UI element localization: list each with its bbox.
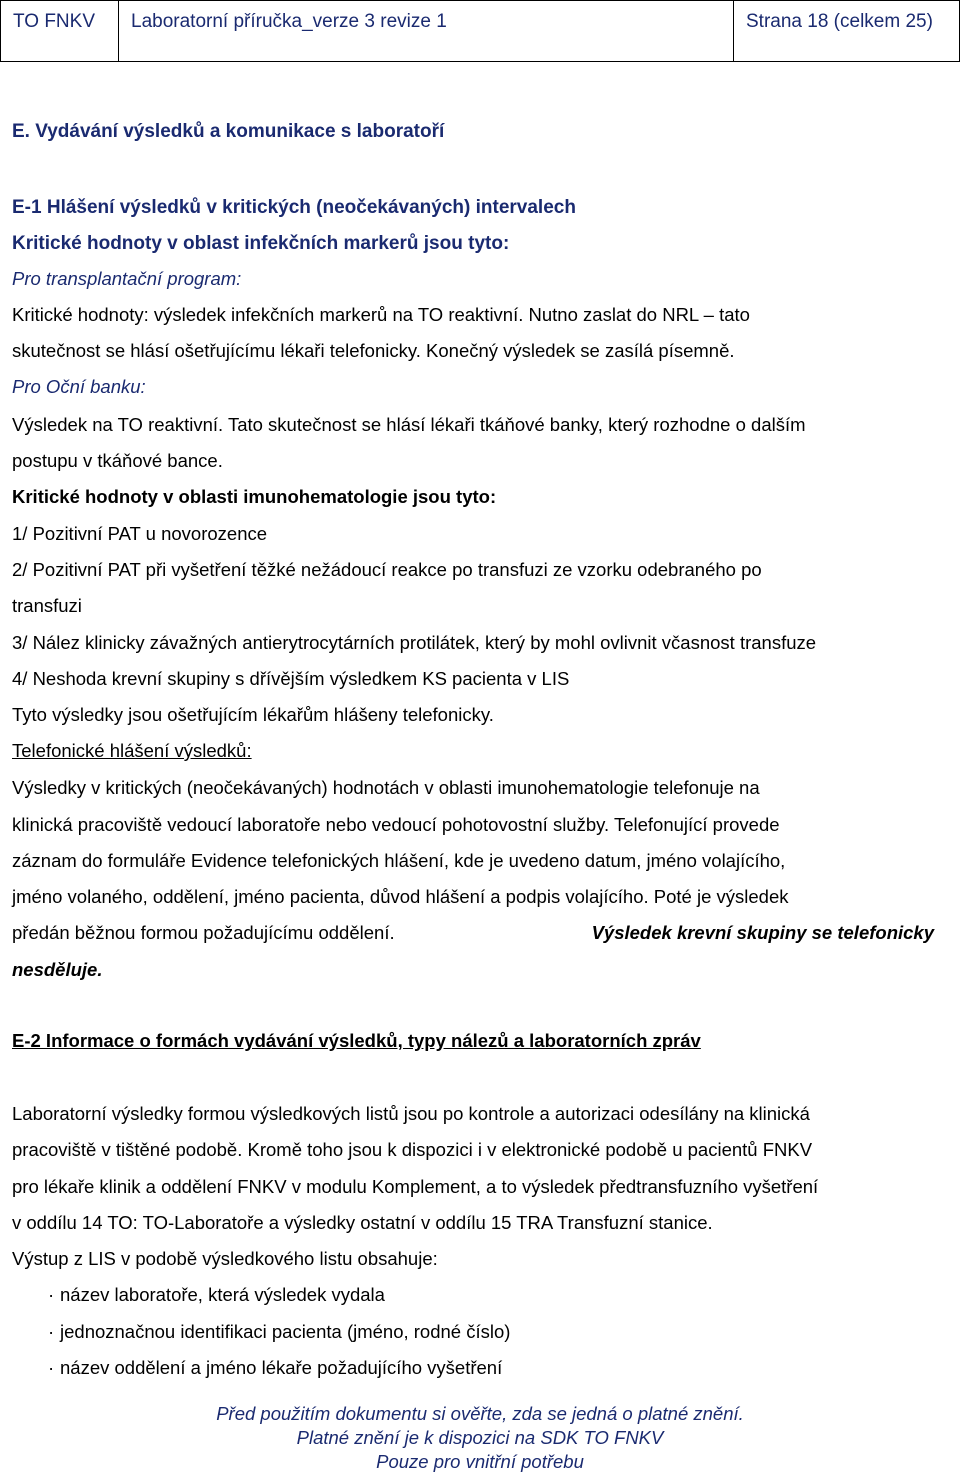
- list-item: [48, 1356, 502, 1380]
- phone-para-plain: předán běžnou formou požadujícímu oddělení.: [12, 922, 395, 943]
- eye-bank-label: Pro Oční banku:: [12, 376, 146, 397]
- e2-para-line: pro lékaře klinik a oddělení FNKV v modulu Komplement, a to výsledek předtransfuzního vyšetření: [12, 1176, 819, 1197]
- critical-item: 3/ Nález klinicky závažných antierytrocytárních protilátek, který by mohl ovlivnit včasnost transfuze: [12, 632, 817, 653]
- phone-note: Tyto výsledky jsou ošetřujícím lékařům hlášeny telefonicky.: [12, 704, 494, 725]
- eye-bank-text-line-2: postupu v tkáňové bance.: [12, 450, 223, 471]
- transplant-label: Pro transplantační program:: [12, 268, 242, 289]
- critical-item-continuation: transfuzi: [12, 595, 82, 616]
- eye-bank-text-line-1: Výsledek na TO reaktivní. Tato skutečnost se hlásí lékaři tkáňové banky, který rozhodne o dalším: [12, 414, 806, 435]
- lis-output-intro: Výstup z LIS v podobě výsledkového listu obsahuje:: [12, 1248, 438, 1269]
- list-item-text: název oddělení a jméno lékaře požadujícího vyšetření: [60, 1357, 503, 1378]
- critical-item: 2/ Pozitivní PAT při vyšetření těžké nežádoucí reakce po transfuzi ze vzorku odebraného po: [12, 559, 762, 580]
- immunohematology-heading: Kritické hodnoty v oblasti imunohematologie jsou tyto:: [12, 486, 497, 507]
- list-item-text: jednoznačnou identifikaci pacienta (jméno, rodné číslo): [60, 1321, 511, 1342]
- critical-item: 1/ Pozitivní PAT u novorozence: [12, 523, 268, 544]
- phone-para-line: záznam do formuláře Evidence telefonických hlášení, kde je uvedeno datum, jméno volajícího,: [12, 850, 786, 871]
- header-document-title: Laboratorní příručka_verze 3 revize 1: [119, 1, 734, 61]
- header-org: TO FNKV: [1, 1, 119, 61]
- e2-para-line: Laboratorní výsledky formou výsledkových listů jsou po kontrole a autorizaci odesílány na klinická: [12, 1103, 810, 1124]
- footer-line-2: Platné znění je k dispozici na SDK TO FNKV: [296, 1427, 664, 1448]
- transplant-text-line-1: Kritické hodnoty: výsledek infekčních markerů na TO reaktivní. Nutno zaslat do NRL – tato: [12, 304, 750, 325]
- header-page-number: Strana 18 (celkem 25): [746, 11, 933, 32]
- footer-line-3: Pouze pro vnitřní potřebu: [376, 1451, 584, 1472]
- e2-heading: E-2 Informace o formách vydávání výsledků, typy nálezů a laboratorních zpráv: [12, 1030, 701, 1051]
- list-item: [48, 1283, 385, 1307]
- infect-markers-heading: Kritické hodnoty v oblast infekčních markerů jsou tyto:: [12, 233, 510, 254]
- e2-para-line: v oddílu 14 TO: TO-Laboratoře a výsledky ostatní v oddílu 15 TRA Transfuzní stanice.: [12, 1212, 713, 1233]
- phone-para-line: Výsledky v kritických (neočekávaných) hodnotách v oblasti imunohematologie telefonuje na: [12, 777, 760, 798]
- bullet-icon: ·: [48, 1284, 55, 1305]
- phone-para-emphasis: Výsledek krevní skupiny se telefonicky: [591, 922, 934, 943]
- e2-para-line: pracoviště v tištěné podobě. Kromě toho jsou k dispozici i v elektronické podobě u pacientů FNKV: [12, 1139, 813, 1160]
- bullet-icon: ·: [48, 1321, 55, 1342]
- phone-para-line: jméno volaného, oddělení, jméno pacienta, důvod hlášení a podpis volajícího. Poté je výsledek: [12, 886, 789, 907]
- phone-reporting-heading: Telefonické hlášení výsledků:: [12, 740, 252, 761]
- phone-para-line: klinická pracoviště vedoucí laboratoře nebo vedoucí pohotovostní služby. Telefonující provede: [12, 814, 780, 835]
- phone-para-end-emphasis: nesděluje.: [12, 959, 103, 980]
- footer-line-1: Před použitím dokumentu si ověřte, zda se jedná o platné znění.: [216, 1403, 744, 1424]
- e1-heading: E-1 Hlášení výsledků v kritických (neočekávaných) intervalech: [12, 197, 576, 218]
- transplant-text-line-2: skutečnost se hlásí ošetřujícímu lékaři telefonicky. Konečný výsledek se zasílá písemně.: [12, 340, 735, 361]
- critical-item: 4/ Neshoda krevní skupiny s dřívějším výsledkem KS pacienta v LIS: [12, 668, 570, 689]
- section-title: E. Vydávání výsledků a komunikace s laboratoří: [12, 121, 445, 142]
- bullet-icon: ·: [48, 1357, 55, 1378]
- page-header: [0, 0, 960, 62]
- list-item-text: název laboratoře, která výsledek vydala: [60, 1284, 385, 1305]
- list-item: [48, 1320, 510, 1344]
- phone-para-last-line: [12, 921, 934, 945]
